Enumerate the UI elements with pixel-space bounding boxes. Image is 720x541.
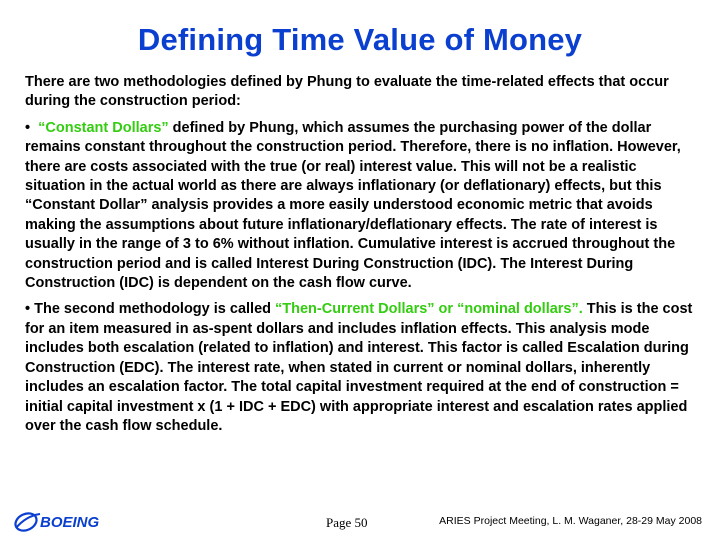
boeing-logo <box>10 506 130 536</box>
boeing-logo-icon <box>10 506 130 536</box>
bullet-lead: The second methodology is called <box>30 301 276 318</box>
constant-dollars-highlight: “Constant Dollars” <box>38 119 169 136</box>
then-current-highlight: “Then-Current Dollars” or “nominal dollars”. <box>275 301 583 318</box>
meeting-info: ARIES Project Meeting, L. M. Waganer, 28-29 May 2008 <box>439 515 702 527</box>
page-number: Page 50 <box>326 515 368 530</box>
bullet-constant-dollars <box>25 119 695 294</box>
bullet-text: This is the cost for an item measured in as-spent dollars and includes inflation effects. This analysis mode includes both escalation (related to inflation) and interest. This factor is called Escalation during Construction (EDC). The interest rate, when stated in current or nominal dollars, inherently includes an escalation factor. The total capital investment required at the end of construction = initial capital investment x (1 + IDC + EDC) with appropriate interest and escalation rates applied over the cash flow schedule. <box>25 301 693 434</box>
slide-body <box>25 73 695 443</box>
bullet-marker: • <box>25 119 31 136</box>
slide-title: Defining Time Value of Money <box>137 22 583 57</box>
bullet-marker: • <box>25 301 31 318</box>
boeing-logo-text: BOEING <box>40 514 100 531</box>
bullet-text: defined by Phung, which assumes the purchasing power of the dollar remains constant throughout the construction period. Therefore, there is no inflation. However, there are costs associated with the true (or real) interest value. This will not be a realistic situation in the actual world as there are always inflationary (or deflationary) effects, but this “Constant Dollar” analysis provides a more easily understood economic metric that avoids making the assumptions about future inflationary/deflationary effects. The rate of interest is usually in the range of 3 to 6% without inflation. Cumulative interest is accrued throughout the construction period and is called Interest During Construction (IDC). The Interest During Construction (IDC) is dependent on the cash flow curve. <box>25 119 681 292</box>
bullet-then-current-dollars <box>25 300 695 436</box>
intro-paragraph: There are two methodologies defined by Phung to evaluate the time-related effects that occur during the construction period: <box>25 74 669 110</box>
